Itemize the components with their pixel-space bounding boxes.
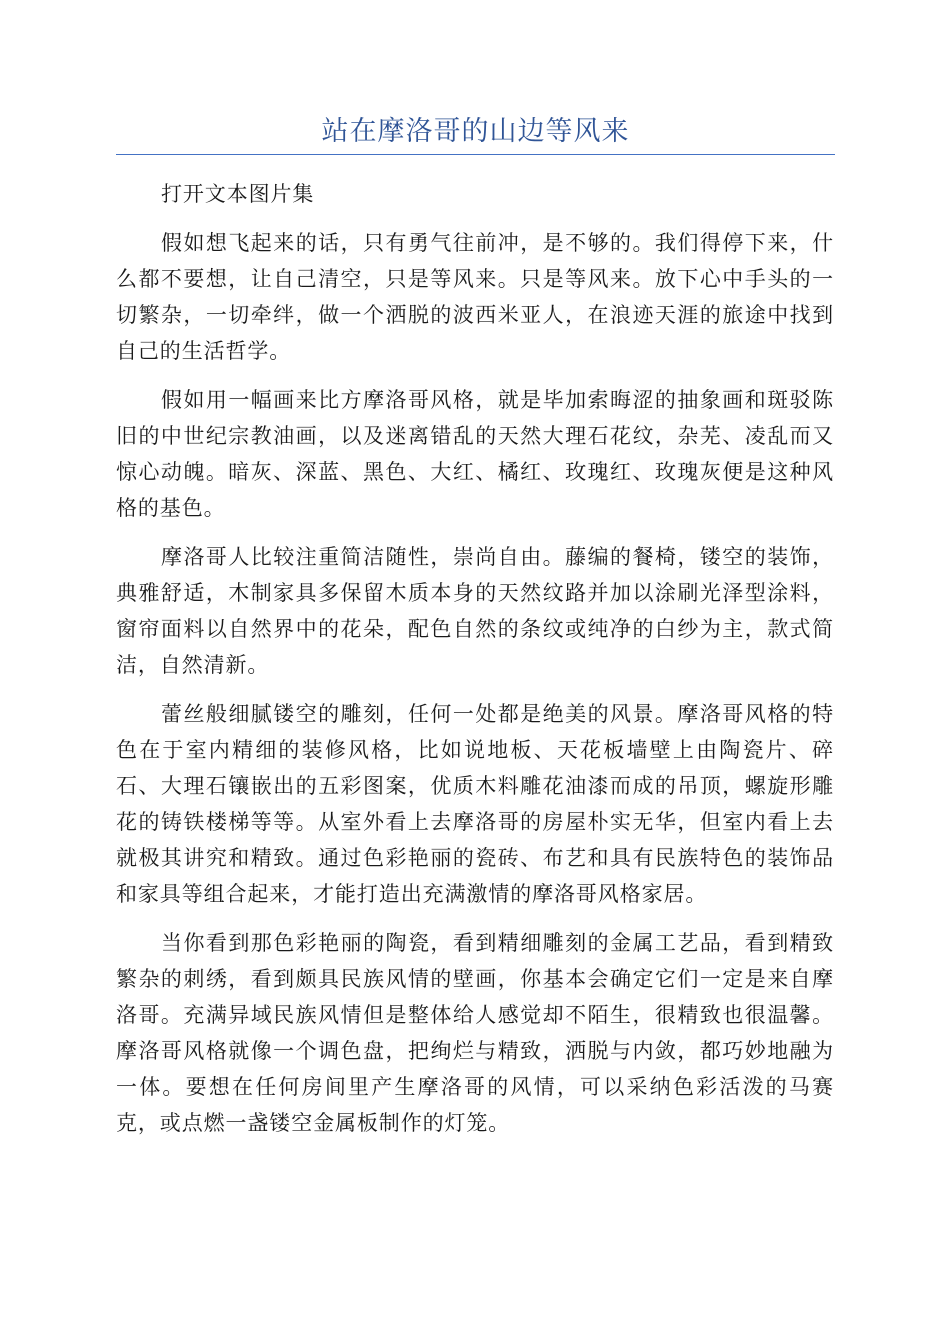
paragraph: 蕾丝般细腻镂空的雕刻，任何一处都是绝美的风景。摩洛哥风格的特色在于室内精细的装修风格，比如说地板、天花板墙壁上由陶瓷片、碎石、大理石镶嵌出的五彩图案，优质木料雕花油漆而成的吊顶，螺旋形雕花的铸铁楼梯等等。从室外看上去摩洛哥的房屋朴实无华，但室内看上去就极其讲究和精致。通过色彩艳丽的瓷砖、布艺和具有民族特色的装饰品和家具等组合起来，才能打造出充满激情的摩洛哥风格家居。 <box>116 702 834 906</box>
paragraph: 当你看到那色彩艳丽的陶瓷，看到精细雕刻的金属工艺品，看到精致繁杂的刺绣，看到颇具民族风情的壁画，你基本会确定它们一定是来自摩洛哥。充满异域民族风情但是整体给人感觉却不陌生，很精致也很温馨。摩洛哥风格就像一个调色盘，把绚烂与精致，洒脱与内敛，都巧妙地融为一体。要想在任何房间里产生摩洛哥的风情，可以采纳色彩活泼的马赛克，或点燃一盏镂空金属板制作的灯笼。 <box>116 931 834 1135</box>
title-underline-divider <box>116 154 835 155</box>
document-body <box>116 176 834 1154</box>
document-title: 站在摩洛哥的山边等风来 <box>321 116 630 147</box>
paragraph: 摩洛哥人比较注重简洁随性，崇尚自由。藤编的餐椅，镂空的装饰，典雅舒适，木制家具多保留木质本身的天然纹路并加以涂刷光泽型涂料，窗帘面料以自然界中的花朵，配色自然的条纹或纯净的白纱为主，款式简洁，自然清新。 <box>116 545 834 677</box>
paragraph-image-gallery-link: 打开文本图片集 <box>161 182 315 206</box>
paragraph: 假如用一幅画来比方摩洛哥风格，就是毕加索晦涩的抽象画和斑驳陈旧的中世纪宗教油画，以及迷离错乱的天然大理石花纹，杂芜、凌乱而又惊心动魄。暗灰、深蓝、黑色、大红、橘红、玫瑰红、玫瑰灰便是这种风格的基色。 <box>116 388 834 520</box>
paragraph: 假如想飞起来的话，只有勇气往前冲，是不够的。我们得停下来，什么都不要想，让自己清空，只是等风来。只是等风来。放下心中手头的一切繁杂，一切牵绊，做一个洒脱的波西米亚人，在浪迹天涯的旅途中找到自己的生活哲学。 <box>116 231 834 363</box>
